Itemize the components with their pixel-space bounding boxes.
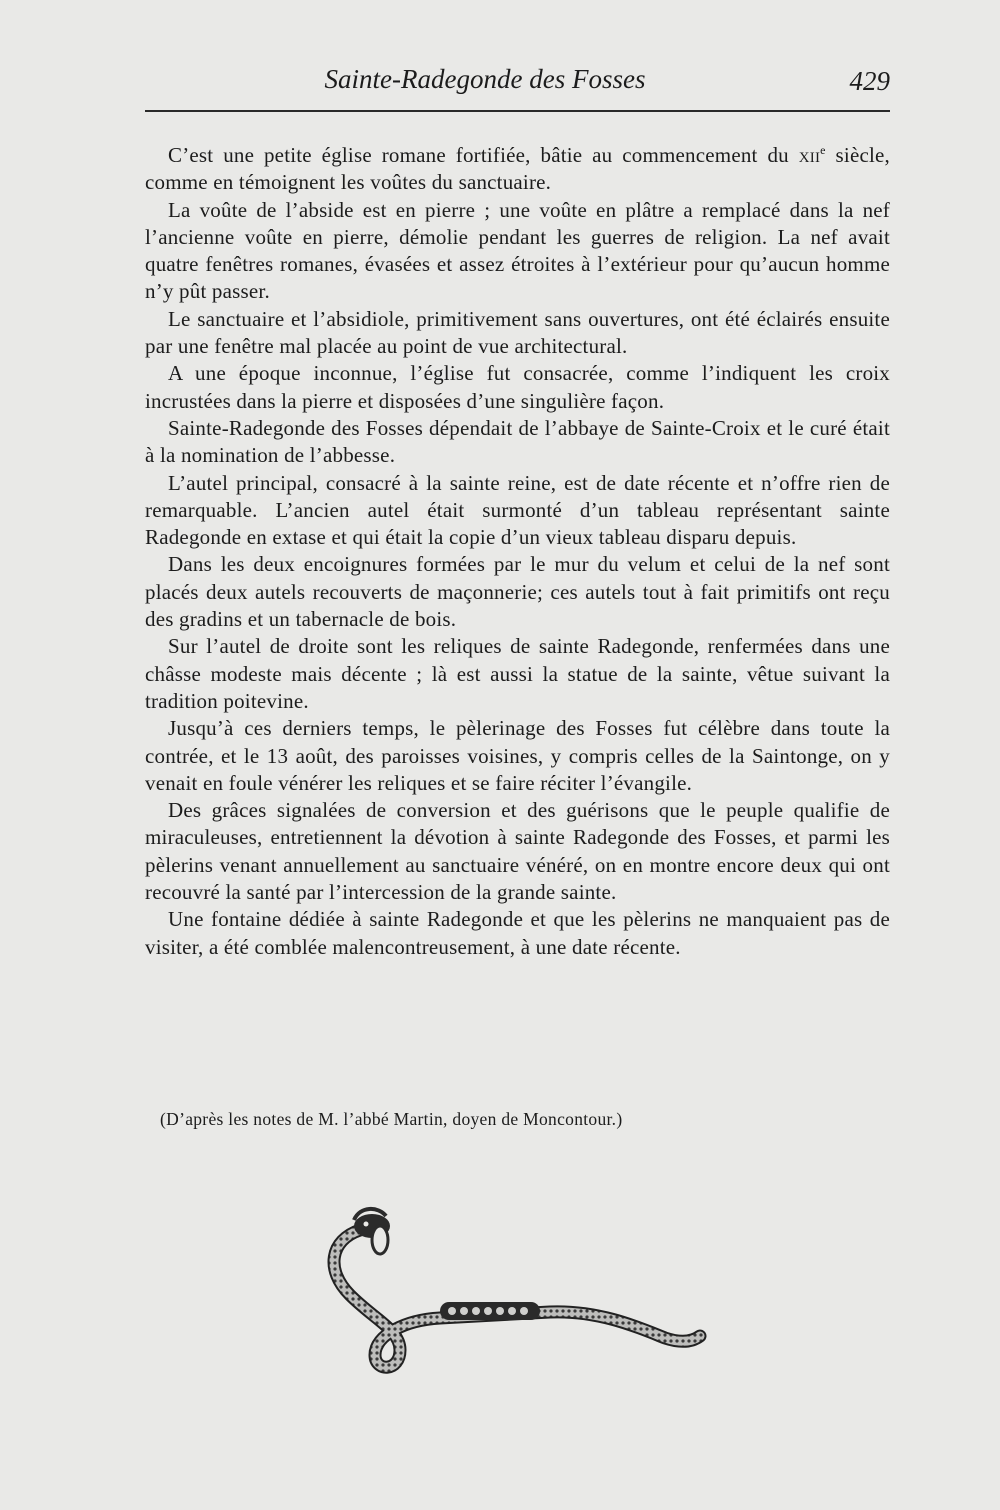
paragraph-1-start: C’est une petite église romane fortifiée, bâtie au commencement du (168, 143, 799, 167)
paragraph-2: La voûte de l’abside est en pierre ; une voûte en plâtre a remplacé dans la nef l’ancienne voûte en pierre, démolie pendant les guerres de religion. La nef avait quatre fenêtres romanes, évasées et assez étroites à l’extérieur pour qu’aucun homme n’y pût passer. (145, 197, 890, 304)
paragraph-1-end: siècle, comme en témoignent les voûtes du sanctuaire. (145, 143, 891, 195)
paragraph-3: Le sanctuaire et l’absidiole, primitivement sans ouvertures, ont été éclairés ensuite par une fenêtre mal placée au point de vue architectural. (145, 306, 890, 359)
paragraph-6: L’autel principal, consacré à la sainte reine, est de date récente et n’offre rien de remarquable. L’ancien autel était surmonté d’un tableau représentant sainte Radegonde en extase et qui était la copie d’un vieux tableau disparu depuis. (145, 470, 890, 550)
paragraph-1 (145, 142, 890, 197)
paragraph-11: Une fontaine dédiée à sainte Radegonde et que les pèlerins ne manquaient pas de visiter, a été comblée malencontreusement, à une date récente. (145, 907, 890, 959)
page-number: 429 (849, 66, 890, 96)
paragraph-9: Jusqu’à ces derniers temps, le pèlerinage des Fosses fut célèbre dans toute la contrée, et le 13 août, des paroisses voisines, y compris celles de la Saintonge, on y venait en foule vénérer les reliques et se faire réciter l’évangile. (145, 716, 890, 795)
paragraph-10: Des grâces signalées de conversion et des guérisons que le peuple qualifie de miraculeuses, entretiennent la dévotion à sainte Radegonde des Fosses, et parmi les pèlerins venant annuellement au sanctuaire vénéré, on en montre encore deux qui ont recouvré la santé par l’intercession de la grande sainte. (145, 798, 890, 905)
century-numeral: xii (798, 143, 821, 167)
header-rule (145, 110, 890, 112)
running-title: Sainte-Radegonde des Fosses (324, 64, 646, 94)
body-text (145, 142, 890, 961)
paragraph-8: Sur l’autel de droite sont les reliques de sainte Radegonde, renfermées dans une châsse modeste mais décente ; là est aussi la statue de la sainte, vêtue suivant la tradition poitevine. (145, 634, 890, 713)
paragraph-4: A une époque inconnue, l’église fut consacrée, comme l’indiquent les croix incrustées dans la pierre et disposées d’une singulière façon. (145, 361, 890, 413)
paragraph-7: Dans les deux encoignures formées par le mur du velum et celui de la nef sont placés deux autels recouverts de maçonnerie; ces autels tout à fait primitifs ont reçu des gradins et un tabernacle de bois. (145, 552, 890, 632)
serpent-tailpiece-icon (320, 1200, 710, 1380)
century-superscript: e (820, 143, 826, 157)
paragraph-5: Sainte-Radegonde des Fosses dépendait de l’abbaye de Sainte-Croix et le curé était à la nomination de l’abbesse. (145, 415, 890, 468)
source-note: (D’après les notes de M. l’abbé Martin, doyen de Moncontour.) (160, 1109, 623, 1129)
running-head (145, 62, 890, 102)
